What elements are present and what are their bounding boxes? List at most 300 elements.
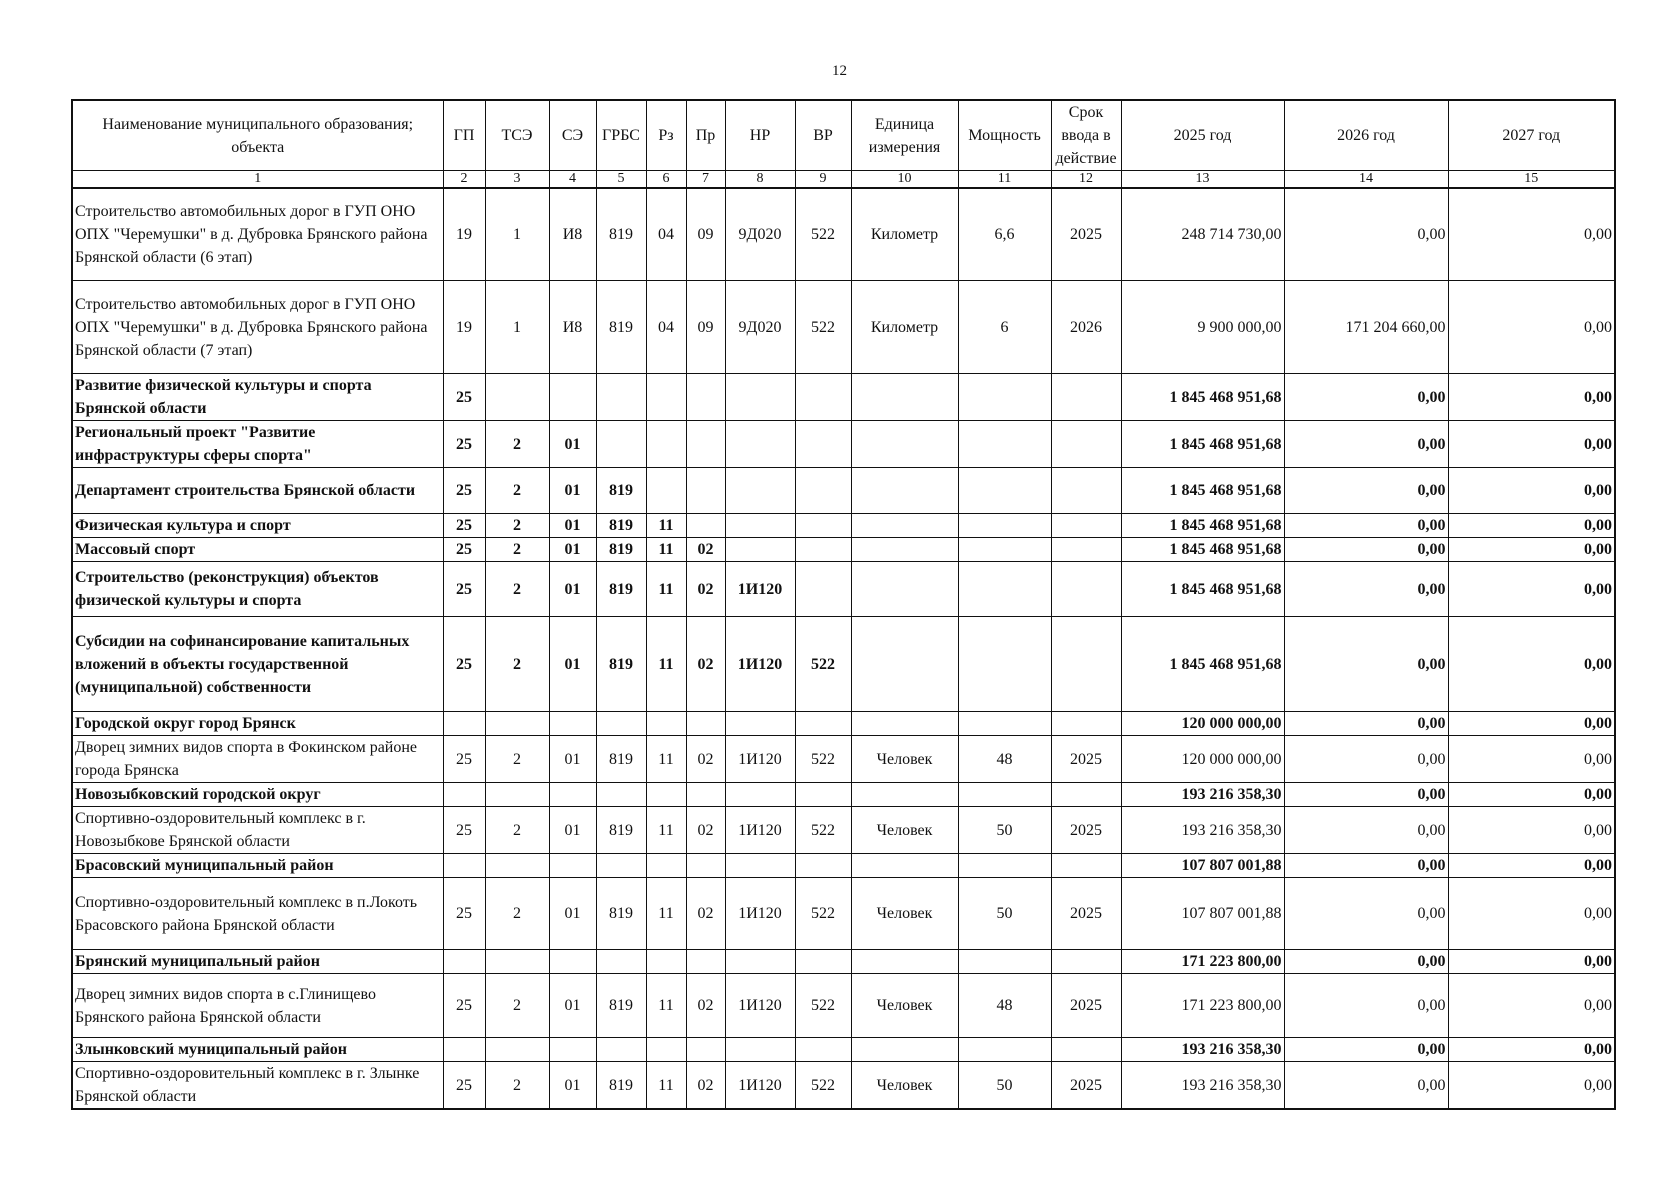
- cell-tse: 1: [485, 188, 549, 281]
- cell-capacity: [958, 538, 1051, 562]
- cell-object-name: Спортивно-оздоровительный комплекс в г. Злынке Брянской области: [72, 1062, 443, 1110]
- cell-vr: [795, 468, 851, 514]
- cell-commissioning: [1051, 617, 1121, 712]
- cell-commissioning: [1051, 854, 1121, 878]
- header-capacity: Мощность: [958, 100, 1051, 171]
- cell-gp: 25: [443, 562, 485, 617]
- cell-gp: 25: [443, 617, 485, 712]
- cell-gp: 25: [443, 421, 485, 468]
- cell-se: [549, 783, 596, 807]
- cell-grbs: 819: [596, 562, 646, 617]
- cell-commissioning: 2025: [1051, 1062, 1121, 1110]
- cell-rz: 04: [646, 188, 686, 281]
- cell-nr: [725, 854, 795, 878]
- header-name: Наименование муниципального образования; объекта: [72, 100, 443, 171]
- table-row: [72, 281, 1615, 374]
- cell-gp: 25: [443, 1062, 485, 1110]
- cell-capacity: 6: [958, 281, 1051, 374]
- cell-object-name: Злынковский муниципальный район: [72, 1038, 443, 1062]
- cell-rz: 11: [646, 514, 686, 538]
- budget-table: [71, 99, 1616, 1110]
- column-number: 8: [725, 171, 795, 188]
- cell-pr: 02: [686, 974, 725, 1038]
- cell-rz: [646, 783, 686, 807]
- cell-nr: [725, 538, 795, 562]
- cell-vr: [795, 562, 851, 617]
- header-tse: ТСЭ: [485, 100, 549, 171]
- cell-object-name: Строительство автомобильных дорог в ГУП ОНО ОПХ "Черемушки" в д. Дубровка Брянского района Брянской области (7 этап): [72, 281, 443, 374]
- cell-commissioning: [1051, 783, 1121, 807]
- cell-unit: Человек: [851, 878, 958, 950]
- cell-grbs: [596, 421, 646, 468]
- header-year-2026: 2026 год: [1284, 100, 1448, 171]
- cell-unit: [851, 514, 958, 538]
- column-number: 3: [485, 171, 549, 188]
- cell-nr: 1И120: [725, 878, 795, 950]
- column-number: 1: [72, 171, 443, 188]
- cell-nr: 1И120: [725, 562, 795, 617]
- table-row: [72, 712, 1615, 736]
- cell-capacity: [958, 712, 1051, 736]
- cell-unit: [851, 712, 958, 736]
- cell-se: 01: [549, 562, 596, 617]
- cell-rz: 11: [646, 617, 686, 712]
- cell-tse: 2: [485, 807, 549, 854]
- table-row: [72, 974, 1615, 1038]
- cell-unit: [851, 617, 958, 712]
- cell-se: И8: [549, 188, 596, 281]
- cell-amount-2025: 1 845 468 951,68: [1121, 421, 1284, 468]
- header-se: СЭ: [549, 100, 596, 171]
- cell-vr: 522: [795, 807, 851, 854]
- cell-rz: [646, 421, 686, 468]
- cell-tse: [485, 854, 549, 878]
- cell-object-name: Городской округ город Брянск: [72, 712, 443, 736]
- cell-unit: [851, 950, 958, 974]
- cell-rz: [646, 468, 686, 514]
- cell-rz: 11: [646, 1062, 686, 1110]
- cell-capacity: 50: [958, 878, 1051, 950]
- cell-grbs: [596, 783, 646, 807]
- cell-amount-2027: 0,00: [1448, 188, 1615, 281]
- table-row: [72, 514, 1615, 538]
- cell-pr: [686, 1038, 725, 1062]
- cell-pr: [686, 950, 725, 974]
- cell-vr: 522: [795, 878, 851, 950]
- cell-unit: Километр: [851, 281, 958, 374]
- cell-pr: [686, 468, 725, 514]
- cell-unit: [851, 538, 958, 562]
- header-pr: Пр: [686, 100, 725, 171]
- cell-grbs: [596, 1038, 646, 1062]
- column-number: 11: [958, 171, 1051, 188]
- table-row: [72, 617, 1615, 712]
- cell-commissioning: 2025: [1051, 878, 1121, 950]
- cell-commissioning: [1051, 538, 1121, 562]
- cell-object-name: Строительство (реконструкция) объектов физической культуры и спорта: [72, 562, 443, 617]
- cell-grbs: 819: [596, 514, 646, 538]
- cell-nr: 1И120: [725, 974, 795, 1038]
- cell-capacity: [958, 421, 1051, 468]
- cell-vr: [795, 712, 851, 736]
- header-unit: Единица измерения: [851, 100, 958, 171]
- cell-amount-2026: 0,00: [1284, 374, 1448, 421]
- cell-grbs: 819: [596, 617, 646, 712]
- cell-amount-2026: 0,00: [1284, 188, 1448, 281]
- cell-vr: 522: [795, 281, 851, 374]
- cell-amount-2025: 120 000 000,00: [1121, 736, 1284, 783]
- cell-rz: 11: [646, 562, 686, 617]
- cell-capacity: 48: [958, 974, 1051, 1038]
- cell-pr: [686, 783, 725, 807]
- table-row: [72, 807, 1615, 854]
- column-number: 7: [686, 171, 725, 188]
- cell-amount-2025: 193 216 358,30: [1121, 783, 1284, 807]
- cell-grbs: 819: [596, 807, 646, 854]
- cell-tse: 1: [485, 281, 549, 374]
- column-number: 6: [646, 171, 686, 188]
- page-number: 12: [832, 63, 847, 79]
- column-number: 5: [596, 171, 646, 188]
- table-body: [72, 188, 1615, 1110]
- header-gp: ГП: [443, 100, 485, 171]
- cell-nr: [725, 712, 795, 736]
- cell-object-name: Региональный проект "Развитие инфраструктуры сферы спорта": [72, 421, 443, 468]
- cell-amount-2027: 0,00: [1448, 950, 1615, 974]
- cell-pr: 09: [686, 188, 725, 281]
- cell-capacity: [958, 950, 1051, 974]
- cell-amount-2026: 0,00: [1284, 807, 1448, 854]
- cell-tse: 2: [485, 562, 549, 617]
- cell-se: 01: [549, 1062, 596, 1110]
- column-number: 15: [1448, 171, 1615, 188]
- cell-pr: 02: [686, 1062, 725, 1110]
- cell-nr: 9Д020: [725, 281, 795, 374]
- cell-rz: [646, 712, 686, 736]
- cell-amount-2027: 0,00: [1448, 736, 1615, 783]
- cell-nr: [725, 468, 795, 514]
- cell-amount-2027: 0,00: [1448, 281, 1615, 374]
- cell-rz: 04: [646, 281, 686, 374]
- cell-tse: 2: [485, 617, 549, 712]
- cell-pr: [686, 854, 725, 878]
- cell-vr: [795, 514, 851, 538]
- cell-commissioning: [1051, 374, 1121, 421]
- cell-se: 01: [549, 538, 596, 562]
- cell-gp: [443, 1038, 485, 1062]
- cell-gp: [443, 950, 485, 974]
- cell-se: 01: [549, 807, 596, 854]
- cell-capacity: 48: [958, 736, 1051, 783]
- cell-amount-2027: 0,00: [1448, 421, 1615, 468]
- cell-amount-2026: 0,00: [1284, 562, 1448, 617]
- cell-nr: [725, 950, 795, 974]
- cell-tse: 2: [485, 736, 549, 783]
- cell-pr: 02: [686, 807, 725, 854]
- cell-amount-2026: 0,00: [1284, 617, 1448, 712]
- header-grbs: ГРБС: [596, 100, 646, 171]
- cell-grbs: [596, 712, 646, 736]
- cell-se: 01: [549, 736, 596, 783]
- cell-object-name: Брасовский муниципальный район: [72, 854, 443, 878]
- table-row: [72, 421, 1615, 468]
- cell-amount-2027: 0,00: [1448, 374, 1615, 421]
- cell-se: [549, 950, 596, 974]
- cell-grbs: 819: [596, 736, 646, 783]
- cell-vr: [795, 783, 851, 807]
- cell-amount-2026: 0,00: [1284, 783, 1448, 807]
- column-number: 9: [795, 171, 851, 188]
- cell-capacity: [958, 854, 1051, 878]
- cell-commissioning: [1051, 514, 1121, 538]
- cell-amount-2025: 1 845 468 951,68: [1121, 562, 1284, 617]
- header-nr: НР: [725, 100, 795, 171]
- table-row: [72, 468, 1615, 514]
- cell-amount-2025: 193 216 358,30: [1121, 1062, 1284, 1110]
- cell-grbs: 819: [596, 188, 646, 281]
- cell-amount-2027: 0,00: [1448, 514, 1615, 538]
- cell-tse: 2: [485, 878, 549, 950]
- cell-grbs: 819: [596, 878, 646, 950]
- cell-vr: [795, 421, 851, 468]
- cell-rz: 11: [646, 538, 686, 562]
- cell-capacity: [958, 1038, 1051, 1062]
- table-header-row: [72, 100, 1615, 171]
- cell-pr: 02: [686, 562, 725, 617]
- cell-amount-2027: 0,00: [1448, 1062, 1615, 1110]
- cell-capacity: 6,6: [958, 188, 1051, 281]
- cell-gp: 19: [443, 188, 485, 281]
- cell-vr: 522: [795, 188, 851, 281]
- cell-object-name: Департамент строительства Брянской области: [72, 468, 443, 514]
- cell-capacity: [958, 617, 1051, 712]
- cell-commissioning: 2025: [1051, 807, 1121, 854]
- cell-pr: 02: [686, 878, 725, 950]
- cell-grbs: 819: [596, 468, 646, 514]
- cell-amount-2026: 0,00: [1284, 1062, 1448, 1110]
- cell-unit: [851, 854, 958, 878]
- cell-gp: 25: [443, 468, 485, 514]
- cell-nr: 9Д020: [725, 188, 795, 281]
- cell-capacity: [958, 514, 1051, 538]
- cell-nr: 1И120: [725, 736, 795, 783]
- cell-se: 01: [549, 421, 596, 468]
- column-number: 10: [851, 171, 958, 188]
- cell-amount-2027: 0,00: [1448, 538, 1615, 562]
- cell-grbs: [596, 854, 646, 878]
- cell-vr: [795, 950, 851, 974]
- cell-tse: [485, 783, 549, 807]
- cell-amount-2025: 1 845 468 951,68: [1121, 374, 1284, 421]
- cell-amount-2026: 171 204 660,00: [1284, 281, 1448, 374]
- cell-amount-2027: 0,00: [1448, 974, 1615, 1038]
- cell-object-name: Дворец зимних видов спорта в с.Глинищево Брянского района Брянской области: [72, 974, 443, 1038]
- cell-amount-2026: 0,00: [1284, 1038, 1448, 1062]
- cell-unit: [851, 1038, 958, 1062]
- cell-pr: 02: [686, 617, 725, 712]
- cell-rz: [646, 950, 686, 974]
- cell-capacity: 50: [958, 807, 1051, 854]
- cell-nr: 1И120: [725, 807, 795, 854]
- cell-capacity: [958, 374, 1051, 421]
- cell-object-name: Массовый спорт: [72, 538, 443, 562]
- cell-amount-2027: 0,00: [1448, 712, 1615, 736]
- cell-commissioning: 2025: [1051, 188, 1121, 281]
- cell-gp: 25: [443, 878, 485, 950]
- cell-rz: [646, 1038, 686, 1062]
- cell-commissioning: 2026: [1051, 281, 1121, 374]
- table-row: [72, 538, 1615, 562]
- header-vr: ВР: [795, 100, 851, 171]
- table-row: [72, 374, 1615, 421]
- cell-gp: [443, 712, 485, 736]
- column-number: 2: [443, 171, 485, 188]
- cell-pr: 02: [686, 736, 725, 783]
- cell-capacity: 50: [958, 1062, 1051, 1110]
- cell-nr: [725, 374, 795, 421]
- cell-amount-2027: 0,00: [1448, 617, 1615, 712]
- cell-nr: [725, 783, 795, 807]
- cell-amount-2025: 1 845 468 951,68: [1121, 468, 1284, 514]
- cell-rz: 11: [646, 878, 686, 950]
- cell-amount-2027: 0,00: [1448, 468, 1615, 514]
- cell-gp: 25: [443, 374, 485, 421]
- cell-pr: [686, 514, 725, 538]
- cell-grbs: 819: [596, 1062, 646, 1110]
- cell-grbs: [596, 374, 646, 421]
- cell-gp: 25: [443, 514, 485, 538]
- cell-tse: [485, 374, 549, 421]
- cell-capacity: [958, 783, 1051, 807]
- cell-commissioning: [1051, 468, 1121, 514]
- column-number: 14: [1284, 171, 1448, 188]
- table-row: [72, 950, 1615, 974]
- cell-object-name: Брянский муниципальный район: [72, 950, 443, 974]
- table-row: [72, 562, 1615, 617]
- cell-unit: Человек: [851, 736, 958, 783]
- cell-pr: 02: [686, 538, 725, 562]
- cell-unit: Человек: [851, 974, 958, 1038]
- cell-tse: 2: [485, 421, 549, 468]
- cell-amount-2026: 0,00: [1284, 538, 1448, 562]
- cell-nr: 1И120: [725, 1062, 795, 1110]
- cell-tse: 2: [485, 1062, 549, 1110]
- cell-amount-2026: 0,00: [1284, 514, 1448, 538]
- cell-unit: [851, 783, 958, 807]
- cell-amount-2027: 0,00: [1448, 807, 1615, 854]
- cell-tse: 2: [485, 514, 549, 538]
- cell-object-name: Дворец зимних видов спорта в Фокинском районе города Брянска: [72, 736, 443, 783]
- cell-unit: [851, 468, 958, 514]
- cell-gp: 25: [443, 538, 485, 562]
- cell-amount-2025: 1 845 468 951,68: [1121, 617, 1284, 712]
- cell-se: 01: [549, 617, 596, 712]
- cell-gp: [443, 783, 485, 807]
- column-number: 12: [1051, 171, 1121, 188]
- cell-se: [549, 1038, 596, 1062]
- cell-nr: 1И120: [725, 617, 795, 712]
- table-row: [72, 1062, 1615, 1110]
- cell-amount-2025: 248 714 730,00: [1121, 188, 1284, 281]
- cell-tse: [485, 712, 549, 736]
- cell-commissioning: [1051, 950, 1121, 974]
- table-row: [72, 1038, 1615, 1062]
- cell-amount-2026: 0,00: [1284, 854, 1448, 878]
- cell-se: 01: [549, 468, 596, 514]
- cell-gp: [443, 854, 485, 878]
- cell-amount-2026: 0,00: [1284, 712, 1448, 736]
- cell-grbs: 819: [596, 974, 646, 1038]
- cell-gp: 19: [443, 281, 485, 374]
- cell-gp: 25: [443, 807, 485, 854]
- header-commissioning: Срок ввода в действие: [1051, 100, 1121, 171]
- table-row: [72, 736, 1615, 783]
- cell-tse: [485, 950, 549, 974]
- cell-object-name: Субсидии на софинансирование капитальных вложений в объекты государственной (муниципальной) собственности: [72, 617, 443, 712]
- cell-vr: [795, 538, 851, 562]
- cell-amount-2025: 1 845 468 951,68: [1121, 514, 1284, 538]
- cell-nr: [725, 421, 795, 468]
- header-year-2027: 2027 год: [1448, 100, 1615, 171]
- cell-pr: [686, 374, 725, 421]
- table-row: [72, 188, 1615, 281]
- cell-amount-2025: 9 900 000,00: [1121, 281, 1284, 374]
- cell-vr: 522: [795, 617, 851, 712]
- cell-commissioning: [1051, 421, 1121, 468]
- cell-amount-2025: 1 845 468 951,68: [1121, 538, 1284, 562]
- cell-vr: 522: [795, 736, 851, 783]
- cell-pr: [686, 712, 725, 736]
- cell-capacity: [958, 468, 1051, 514]
- cell-unit: [851, 421, 958, 468]
- cell-unit: [851, 562, 958, 617]
- cell-vr: [795, 374, 851, 421]
- cell-vr: [795, 854, 851, 878]
- cell-amount-2026: 0,00: [1284, 421, 1448, 468]
- cell-se: [549, 854, 596, 878]
- cell-amount-2025: 171 223 800,00: [1121, 950, 1284, 974]
- header-year-2025: 2025 год: [1121, 100, 1284, 171]
- cell-tse: 2: [485, 974, 549, 1038]
- cell-commissioning: [1051, 562, 1121, 617]
- cell-gp: 25: [443, 974, 485, 1038]
- cell-grbs: 819: [596, 281, 646, 374]
- cell-commissioning: 2025: [1051, 736, 1121, 783]
- cell-se: 01: [549, 514, 596, 538]
- cell-object-name: Спортивно-оздоровительный комплекс в п.Локоть Брасовского района Брянской области: [72, 878, 443, 950]
- cell-amount-2027: 0,00: [1448, 878, 1615, 950]
- cell-vr: 522: [795, 1062, 851, 1110]
- cell-amount-2026: 0,00: [1284, 950, 1448, 974]
- cell-grbs: 819: [596, 538, 646, 562]
- cell-pr: [686, 421, 725, 468]
- cell-amount-2025: 120 000 000,00: [1121, 712, 1284, 736]
- cell-amount-2025: 193 216 358,30: [1121, 807, 1284, 854]
- cell-commissioning: [1051, 1038, 1121, 1062]
- cell-rz: [646, 854, 686, 878]
- cell-se: 01: [549, 974, 596, 1038]
- column-number-row: [72, 171, 1615, 188]
- cell-rz: 11: [646, 736, 686, 783]
- cell-nr: [725, 1038, 795, 1062]
- cell-grbs: [596, 950, 646, 974]
- column-number: 13: [1121, 171, 1284, 188]
- cell-rz: 11: [646, 974, 686, 1038]
- cell-tse: [485, 1038, 549, 1062]
- table-row: [72, 783, 1615, 807]
- cell-commissioning: 2025: [1051, 974, 1121, 1038]
- cell-rz: [646, 374, 686, 421]
